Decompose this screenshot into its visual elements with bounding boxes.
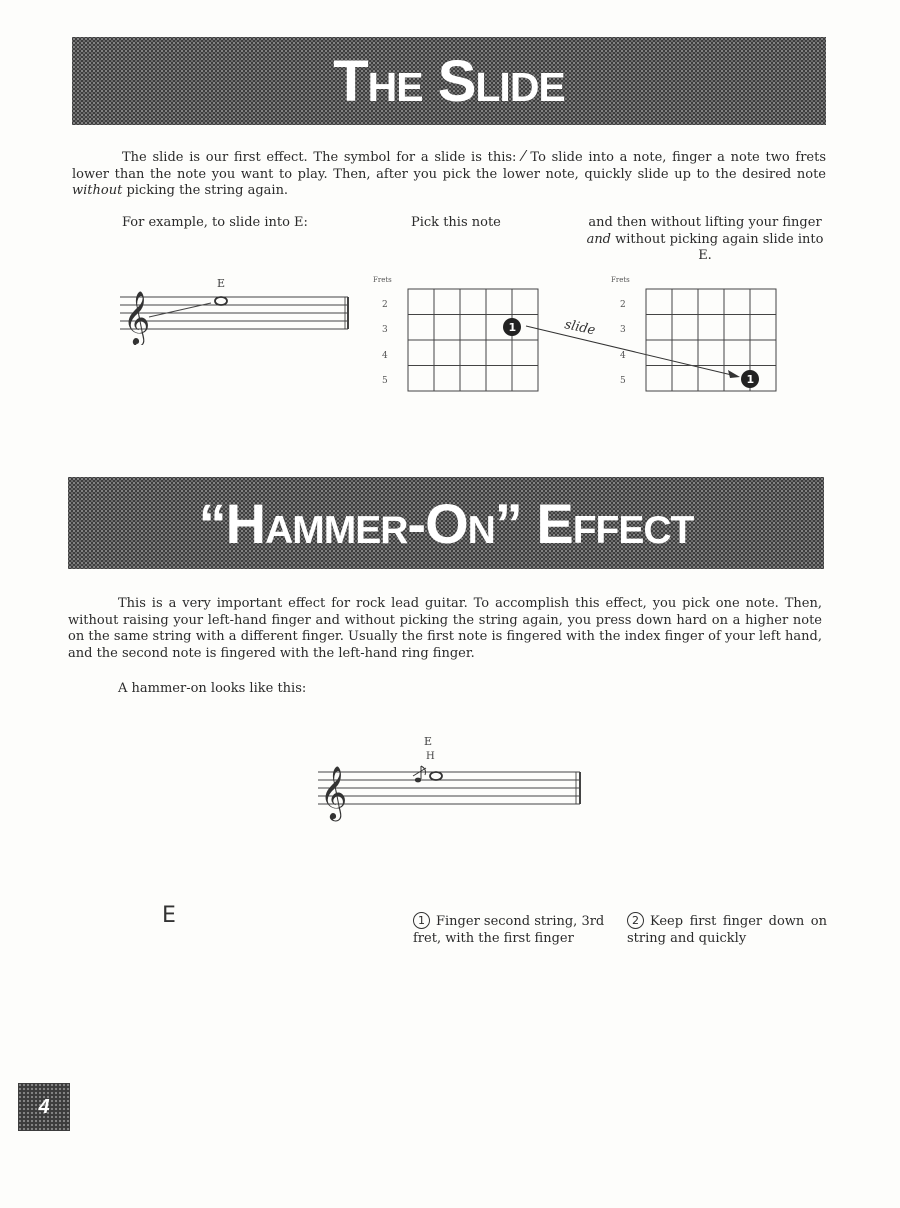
slide-intro-start: The slide is our first effect. The symbol for a slide is this:: [122, 150, 523, 165]
svg-text:1: 1: [746, 373, 755, 386]
svg-text:2: 2: [620, 300, 626, 310]
svg-text:2: 2: [382, 300, 388, 310]
page-number-badge: [18, 1083, 70, 1131]
svg-text:4: 4: [620, 351, 626, 361]
hammer-on-looks-like-label: A hammer-on looks like this:: [118, 681, 307, 696]
example-label: For example, to slide into E:: [122, 215, 308, 230]
slide-intro-italic: without: [72, 183, 123, 198]
staff-note-label: E: [424, 735, 433, 748]
treble-clef-icon: 𝄞: [320, 765, 348, 819]
note-e: [215, 297, 227, 305]
step-number: 1: [413, 912, 430, 929]
svg-text:3: 3: [620, 325, 626, 335]
hammer-on-staff-notation: [310, 728, 590, 823]
slide-intro-end: picking the string again.: [122, 183, 289, 198]
e-chord-label: E: [162, 903, 176, 928]
treble-clef-icon: 𝄞: [123, 290, 151, 344]
slide-section-banner: [72, 37, 826, 125]
hammer-step-1: [413, 912, 613, 946]
step-text: Keep first finger down on string and quickly: [627, 914, 827, 946]
slide-section-title: The Slide: [333, 48, 565, 114]
svg-text:Frets: Frets: [611, 276, 630, 284]
hammer-on-section-banner: [68, 477, 824, 569]
svg-text:5: 5: [620, 376, 626, 386]
staff-note-label: E: [217, 277, 226, 290]
then-slide-label: and then without lifting your finger and without picking again slide into E.: [586, 215, 824, 263]
step-text: Finger second string, 3rd fret, with the first finger: [413, 914, 605, 946]
hammer-on-section-title: “Hammer-On” Effect: [198, 491, 694, 555]
hammer-mark: H: [426, 751, 435, 762]
slide-intro-middle: To slide into a note, finger a note two frets lower than the note you want to play. Then, after you pick the lower note, quickly slide up to the desired note: [72, 150, 827, 182]
slide-symbol: ⁄: [522, 147, 525, 165]
step-number: 2: [627, 912, 644, 929]
slide-arrow-label: slide: [563, 317, 597, 339]
pick-note-label: Pick this note: [411, 215, 501, 230]
hammer-on-intro-paragraph: This is a very important effect for rock lead guitar. To accomplish this effect, you pick one note. Then, without raising your left-hand finger and without picking the string again, you press down hard on a higher note on the same string with a different finger. Usually the first note is fingered with the index finger of your left hand, and the second note is fingered with the left-hand ring finger.: [68, 596, 822, 661]
svg-text:4: 4: [382, 351, 388, 361]
svg-text:1: 1: [508, 321, 517, 334]
fret-diagram-slide-into: [606, 270, 786, 400]
page-number: 4: [38, 1095, 50, 1118]
note-e: [430, 772, 442, 780]
hammer-step-2: [627, 912, 827, 946]
frets-label: Frets: [373, 276, 392, 284]
svg-text:5: 5: [382, 376, 388, 386]
slide-staff-notation: [115, 275, 355, 345]
svg-text:3: 3: [382, 325, 388, 335]
slide-intro-paragraph: [72, 148, 826, 200]
